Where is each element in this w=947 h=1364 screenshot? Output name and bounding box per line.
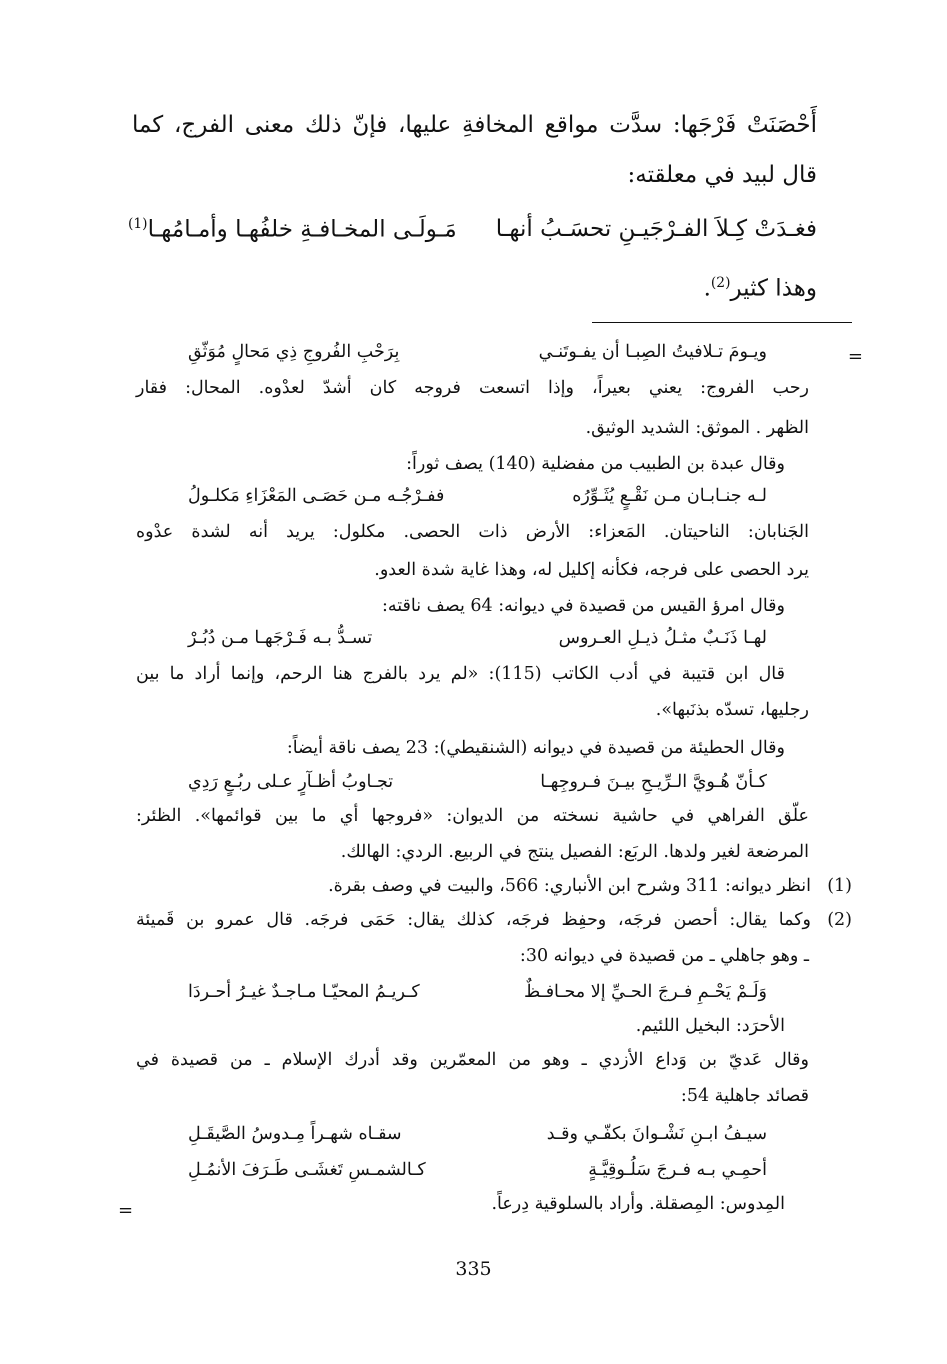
fn2-line-7: المِدوس: المِصقلة. وأراد بالسلوقية دِرعاً. [491,1194,785,1214]
continuation-marker-top: = [847,346,863,367]
verse-first-hemistich [496,216,817,242]
note-verse-right-0: ويـومَ تـلافيتُ الصِبـا أن يفـوتَنـي [538,342,767,362]
note-line-3: وقال عبدة بن الطبيب من مفضلية (140) يصف ثوراً: [406,454,785,474]
note-line-13: علّق الفراهي في حاشية نسخته من الديوان: «فروجها أي ما بين قوائمها». الظئر: [136,806,809,826]
fn2-line-3: وقال عَديّ بن وَداع الأزدي ـ وهو من المعمّرين وقد أدرك الإسلام ـ من قصيدة في [136,1050,809,1070]
verse-second-hemistich [128,216,457,243]
fn2-verse-left-5: سقـاه شهـراً مِـدوسُ الصَّيقَـلِ [188,1124,402,1144]
verse-second-hemistich-text: مَـولَـى المخـافـةِ خلفُهـا وأمـامُهـا [147,216,457,243]
note-verse-right-4: لـه جنـابـان مـن نَقْـعٍ يُثَـوِّرُه [572,486,767,506]
footnote-separator [592,322,852,323]
note-verse-right-8: لهـا ذَنَـبٌ مثـلُ ذيـلِ العـروس [558,628,767,648]
fn2-verse-right-1: وَلَـمْ يَحْـمِ فـرجَ الحـيِّ إلا محـافـظٌ [523,982,767,1002]
main-line-4 [120,275,817,302]
fn2-verse-left-1: كـريـمُ المحيّـا مـاجـدٌ غيـرُ أحـردَا [188,982,420,1002]
note-line-11: وقال الحطيئة من قصيدة في ديوانه (الشنقيطي): 23 يصف ناقة أيضاً: [286,738,785,758]
main-line-4-text: وهذا كثير [730,275,817,302]
note-verse-left-0: بِرَحْبِ الفُروجِ ذِي مَحالٍ مُوَثّقِ [188,342,400,362]
footnote-number-2: (2) [827,910,852,930]
footnote-ref-2: (2) [710,275,731,291]
page-number: 335 [455,1258,492,1280]
fn2-line-4: قصائد جاهلية 54: [680,1086,809,1106]
note-line-1: رحب الفروج: يعني بعيراً، وإذا اتسعت فروجه كان أشدّ لعدْوه. المحال: فقار [136,378,809,398]
note-verse-left-12: تجـاوبُ أظـآرٍ عـلى ربُـعٍ رَدِي [188,772,394,792]
fn2-verse-right-6: أحمِـي بـه فـرجَ سَلُـوقِيَّـةٍ [588,1160,767,1180]
continuation-marker-bottom: = [118,1200,134,1221]
note-line-5: الجَنابان: الناحيتان. المَعزاء: الأرض ذات الحصى. مكلول: يريد أنه لشدة عدْوه [136,522,809,542]
note-line-7: وقال امرؤ القيس من قصيدة في ديوانه: 64 يصف ناقته: [381,596,785,616]
note-verse-right-12: كـأنّ هُـويَّ الـرِّيـحِ بيـنَ فـروجِهـا [540,772,767,792]
footnote-text-2: وكما يقال: أحصن فرجَه، وحفِظ فرجَه، كذلك يقال: حَمَى فرجَه. قال عمرو بن قَميئة [136,910,811,930]
main-line-4-period: . [703,275,711,302]
fn2-verse-right-5: سيـفُ ابـنِ نَشْـوانَ بكفّـي وقـد [546,1124,767,1144]
note-line-6: يرد الحصى على فرجه، فكأنه إكليل له، وهذا غاية شدة العدو. [374,560,809,580]
main-line-2: قال لبيد في معلقته: [627,162,817,188]
note-verse-left-8: تسـدُّ بـه فَـرْجَهـا مـن دُبُـرْ [188,628,373,648]
note-verse-left-4: ففـرْجُـه مـن حَصَـى المَعْزَاءِ مَكلـولُ [188,486,445,506]
verse-first-hemistich-text: فغـدَتْ كِـلاَ الفـرْجَيـنِ تحسَـبُ أنهـا [495,216,817,242]
footnote-number-1: (1) [827,876,852,896]
footnote-ref-1: (1) [128,216,148,232]
note-line-14: المرضعة لغير ولدها. الربَع: الفصيل ينتج في الربيع. الردي: الهالك. [340,842,809,862]
footnote-text-1: انظر ديوانه: 311 وشرح ابن الأنباري: 566، والبيت في وصف بقرة. [328,876,811,896]
fn2-line-0: ـ وهو جاهلي ـ من قصيدة في ديوانه 30: [519,946,809,966]
note-line-9: قال ابن قتيبة في أدب الكاتب (115): «لم يرد بالفرج هنا الرحم، وإنما أراد ما بين [136,664,786,684]
fn2-line-2: الأحرَد: البخيل اللئيم. [635,1016,785,1036]
fn2-verse-left-6: كـالشمـسِ تَغشَـى طَـرَفَ الأنمُـلِ [188,1160,426,1180]
note-line-2: الظهر . الموثق: الشديد الوثيق. [585,418,809,438]
main-line-1: أَحْصَنَتْ فَرْجَها: سدَّت مواقع المخافةِ عليها، فإنّ ذلك معنى الفرج، كما [132,112,817,138]
note-line-10: رجليها، تسدّه بذنَبها». [655,700,809,720]
